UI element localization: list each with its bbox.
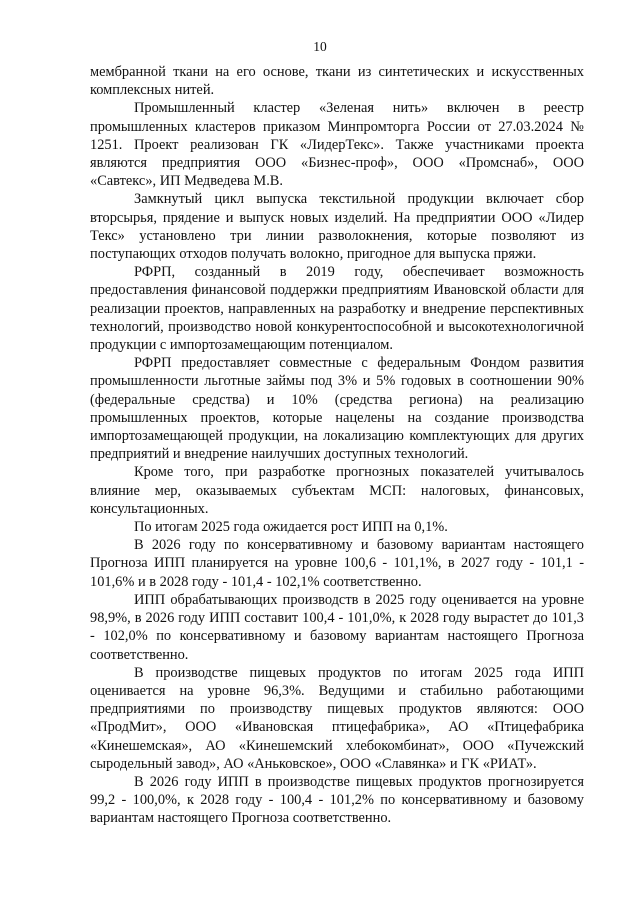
paragraph-green-thread-cluster: Промышленный кластер «Зеленая нить» включен в реестр промышленных кластеров приказом Минпромторга России от 27.03.2024 № 1251. Проект реализован ГК «ЛидерТекс». Также участниками проекта являются предприятия ООО «Бизнес-проф», ООО «Промснаб», ООО «Савтекс», ИП Медведева М.В. (90, 100, 584, 190)
paragraph-food-production: В производстве пищевых продуктов по итогам 2025 года ИПП оценивается на уровне 96,3%. Ведущими и стабильно работающими предприятиями по производству пищевых продуктов являются: ООО «ПродМит», ООО «Ивановская птицефабрика», АО «Птицефабрика «Кинешемская», АО «Кинешемский хлебокомбинат», ООО «Пучежский сыродельный завод», АО «Аньковское», ООО «Славянка» и ГК «РИАТ». (90, 664, 584, 772)
paragraph-food-forecast: В 2026 году ИПП в производстве пищевых продуктов прогнозируется 99,2 - 100,0%, к 2028 году - 100,4 - 101,2% по консервативному и базовому вариантам настоящего Прогноза соответственно. (90, 773, 584, 827)
paragraph-membrane-fabric: мембранной ткани на его основе, ткани из синтетических и искусственных комплексных нитей. (90, 64, 584, 99)
paragraph-rfrp-support: РФРП, созданный в 2019 году, обеспечивает возможность предоставления финансовой поддержки предприятиям Ивановской области для реализации проектов, направленных на разработку и внедрение перспективных технологий, производство новой конкурентоспособной и высокотехнологичной продукции с импортозамещающим потенциалом. (90, 264, 584, 354)
paragraph-manufacturing-ipp: ИПП обрабатывающих производств в 2025 году оценивается на уровне 98,9%, в 2026 году ИПП составит 100,4 - 101,0%, к 2028 году вырастет до 101,3 - 102,0% по консервативному и базовому вариантам настоящего Прогноза соответственно. (90, 591, 584, 663)
paragraph-msp-measures: Кроме того, при разработке прогнозных показателей учитывалось влияние мер, оказываемых субъектам МСП: налоговых, финансовых, консультационных. (90, 464, 584, 517)
paragraph-ipp-2025: По итогам 2025 года ожидается рост ИПП на 0,1%. (134, 519, 448, 536)
paragraph-closed-cycle: Замкнутый цикл выпуска текстильной продукции включает сбор вторсырья, прядение и выпуск новых изделий. На предприятии ООО «Лидер Текс» установлено три линии разволокнения, которые позволяют из поступающих отходов получать волокно, пригодное для выпуска пряжи. (90, 191, 584, 263)
page-number: 10 (313, 39, 327, 54)
paragraph-rfrp-loans: РФРП предоставляет совместные с федеральным Фондом развития промышленности льготные займы под 3% и 5% годовых в соотношении 90% (федеральные средства) и 10% (средства региона) на реализацию промышленных проектов, которые нацелены на создание производства импортозамещающей продукции, на локализацию комплектующих для других предприятий и внедрение наилучших доступных технологий. (90, 355, 584, 463)
body-text (90, 63, 584, 828)
paragraph-ipp-forecast: В 2026 году по консервативному и базовому вариантам настоящего Прогноза ИПП планируется на уровне 100,6 - 101,1%, в 2027 году - 101,1 - 101,6% и в 2028 году - 101,4 - 102,1% соответственно. (90, 537, 584, 590)
